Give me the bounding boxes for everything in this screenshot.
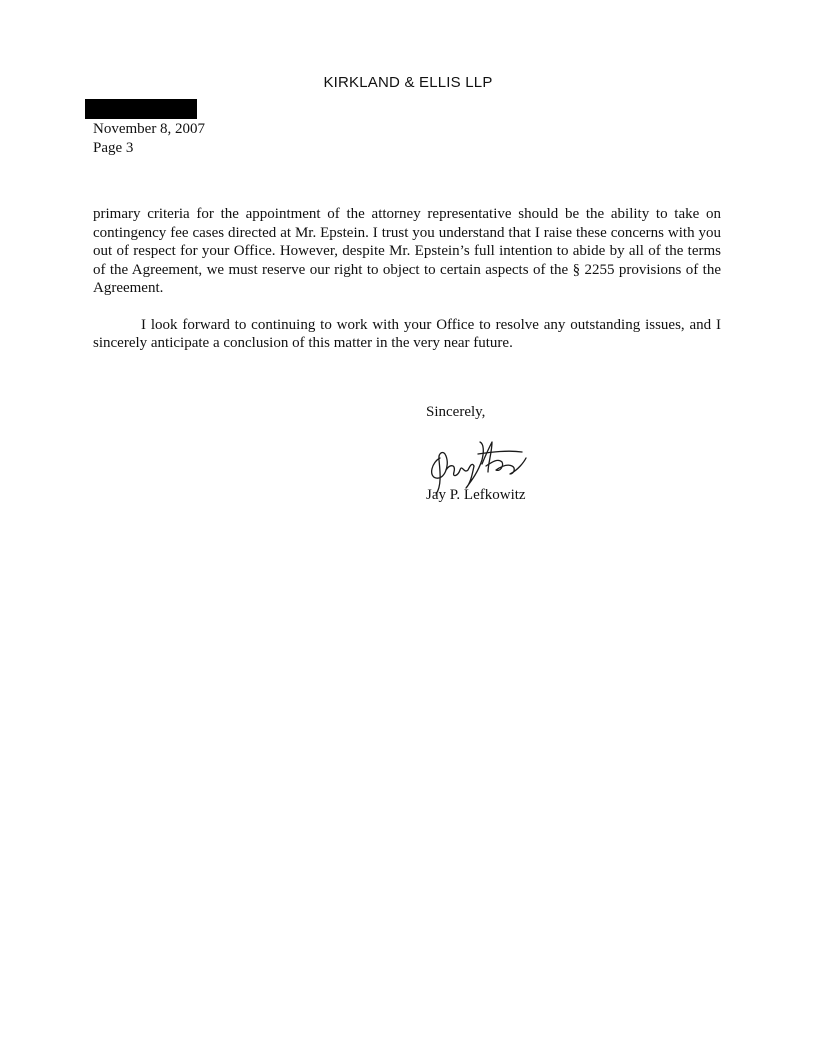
letter-header — [93, 120, 205, 158]
letterhead-firm-name: KIRKLAND & ELLIS LLP — [323, 74, 493, 91]
letter-body — [93, 205, 721, 353]
closing-salutation: Sincerely, — [426, 404, 486, 420]
body-paragraph-1: primary criteria for the appointment of the attorney representative should be the ability to take on contingency fee cases directed at Mr. Epstein. I trust you understand that I raise these concerns with you out of respect for your Office. However, despite Mr. Epstein’s full intention to abide by all of the terms of the Agreement, we must reserve our right to object to certain aspects of the § 2255 provisions of the Agreement. — [93, 206, 721, 296]
redaction-block — [85, 99, 197, 119]
letter-date: November 8, 2007 — [93, 121, 206, 137]
body-paragraph-2: I look forward to continuing to work with your Office to resolve any outstanding issues, and I sincerely anticipate a conclusion of this matter in the very near future. — [93, 316, 721, 351]
signer-name: Jay P. Lefkowitz — [426, 487, 526, 503]
page-number: Page 3 — [93, 140, 134, 156]
